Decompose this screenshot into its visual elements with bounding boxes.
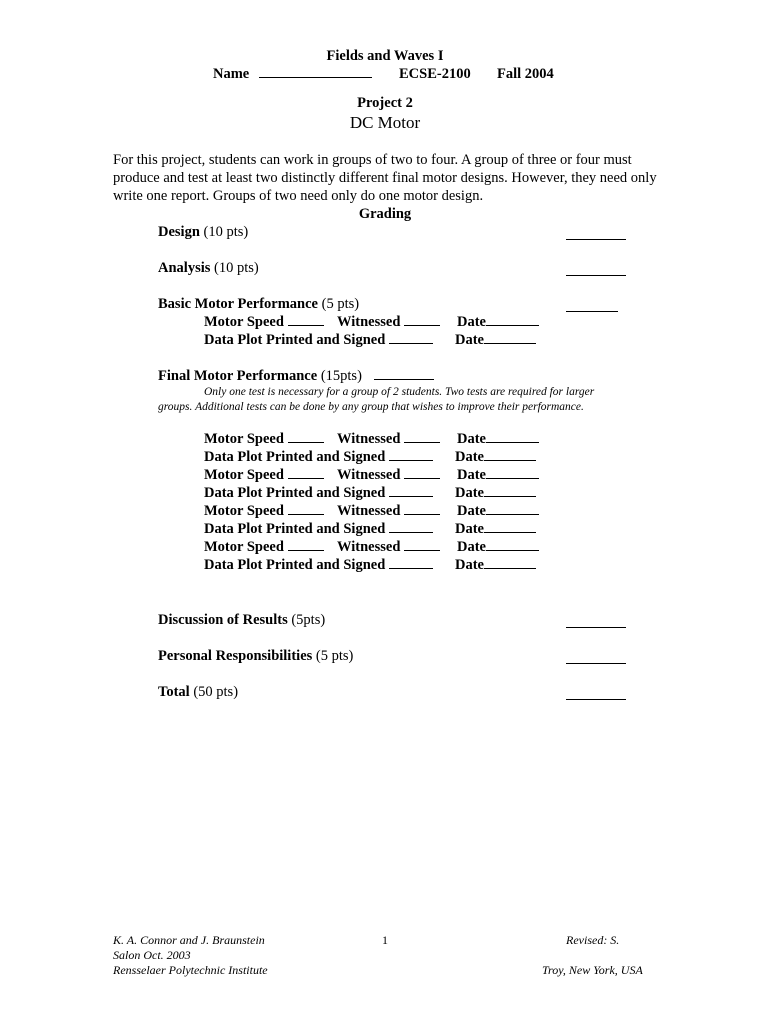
final-note-line-2: groups. Additional tests can be done by any group that wishes to improve their performance. [158,401,584,413]
date-label: Date [455,332,484,348]
final-witnessed [337,503,440,520]
personal-score-blank [566,662,626,664]
basic-performance-item [158,296,359,313]
footer-authors: K. A. Connor and J. Braunstein [113,933,265,947]
motor-speed-blank [288,549,324,551]
personal-item [158,648,353,665]
witnessed-blank [404,477,440,479]
date-blank [484,342,536,344]
footer-salon: Salon Oct. 2003 [113,948,191,962]
final-witnessed [337,467,440,484]
motor-speed-label: Motor Speed [204,431,284,447]
motor-speed-label: Motor Speed [204,539,284,555]
analysis-item [158,260,259,277]
final-witnessed [337,539,440,556]
motor-speed-label: Motor Speed [204,503,284,519]
final-plot-date [455,449,536,466]
witnessed-label: Witnessed [337,314,401,330]
final-performance-label: Final Motor Performance [158,368,318,384]
witnessed-label: Witnessed [337,431,401,447]
witnessed-blank [404,549,440,551]
date-label: Date [457,539,486,555]
data-plot-blank [389,495,433,497]
basic-performance-label: Basic Motor Performance [158,296,318,312]
final-motor-speed-row [204,503,324,520]
name-label: Name [213,66,250,82]
course-title: Fields and Waves I [326,48,444,64]
witnessed-label: Witnessed [337,539,401,555]
final-date [457,467,539,484]
date-label: Date [457,314,486,330]
date-blank [486,441,539,443]
footer-location: Troy, New York, USA [542,963,643,977]
motor-speed-label: Motor Speed [204,467,284,483]
data-plot-blank [389,531,433,533]
motor-speed-blank [288,477,324,479]
final-date [457,539,539,556]
witnessed-blank [404,513,440,515]
personal-pts: (5 pts) [315,648,354,664]
final-plot-date [455,521,536,538]
analysis-label: Analysis [158,260,211,276]
final-witnessed [337,431,440,448]
data-plot-label: Data Plot Printed and Signed [204,449,386,465]
discussion-label: Discussion of Results [158,612,288,628]
project-label: Project 2 [357,95,413,111]
date-label: Date [455,485,484,501]
date-label: Date [455,521,484,537]
final-motor-speed-row [204,467,324,484]
date-blank [486,477,539,479]
final-score-blank [374,378,434,380]
basic-performance-pts: (5 pts) [321,296,360,312]
final-plot-date [455,557,536,574]
witnessed-blank [404,324,440,326]
date-blank [484,495,536,497]
design-pts: (10 pts) [203,224,249,240]
footer-institution: Rensselaer Polytechnic Institute [113,963,268,977]
final-note-line-1: Only one test is necessary for a group of 2 students. Two tests are required for larger [204,386,595,398]
basic-witnessed [337,314,440,331]
discussion-pts: (5pts) [291,612,326,628]
project-title: DC Motor [349,113,421,132]
basic-plot-date [455,332,536,349]
final-data-plot-row [204,521,433,538]
footer-page-number: 1 [382,933,388,947]
final-data-plot-row [204,485,433,502]
witnessed-label: Witnessed [337,503,401,519]
data-plot-label: Data Plot Printed and Signed [204,521,386,537]
basic-date [457,314,539,331]
data-plot-blank [389,567,433,569]
date-blank [486,324,539,326]
final-data-plot-row [204,557,433,574]
date-blank [484,531,536,533]
total-pts: (50 pts) [193,684,239,700]
date-blank [484,459,536,461]
final-performance-item [158,368,434,385]
date-label: Date [457,503,486,519]
final-plot-date [455,485,536,502]
basic-score-blank [566,310,618,312]
date-label: Date [457,467,486,483]
analysis-pts: (10 pts) [214,260,259,276]
intro-paragraph: For this project, students can work in groups of two to four. A group of three or four must produce and test at least two distinctly different final motor designs. However, they need only write one report. Groups of two need only do one motor design. [113,152,657,204]
grading-heading: Grading [358,206,412,222]
final-date [457,503,539,520]
date-label: Date [455,449,484,465]
final-date [457,431,539,448]
data-plot-label: Data Plot Printed and Signed [204,485,386,501]
basic-data-plot-row [204,332,433,349]
design-score-blank [566,238,626,240]
total-label: Total [158,684,190,700]
personal-label: Personal Responsibilities [158,648,313,664]
basic-motor-speed-row [204,314,324,331]
witnessed-label: Witnessed [337,467,401,483]
motor-speed-label: Motor Speed [204,314,284,330]
footer-revised: Revised: S. [566,933,620,947]
date-blank [486,513,539,515]
total-score-blank [566,698,626,700]
design-label: Design [158,224,200,240]
design-item [158,224,248,241]
final-performance-pts: (15pts) [320,368,362,384]
motor-speed-blank [288,441,324,443]
data-plot-label: Data Plot Printed and Signed [204,332,386,348]
motor-speed-blank [288,513,324,515]
date-blank [486,549,539,551]
name-row [213,66,372,83]
date-label: Date [457,431,486,447]
data-plot-blank [389,459,433,461]
final-motor-speed-row [204,431,324,448]
term: Fall 2004 [497,66,554,82]
final-data-plot-row [204,449,433,466]
witnessed-blank [404,441,440,443]
final-motor-speed-row [204,539,324,556]
data-plot-label: Data Plot Printed and Signed [204,557,386,573]
date-label: Date [455,557,484,573]
total-item [158,684,238,701]
analysis-score-blank [566,274,626,276]
name-blank [259,76,372,78]
motor-speed-blank [288,324,324,326]
course-code: ECSE-2100 [399,66,471,82]
data-plot-blank [389,342,433,344]
date-blank [484,567,536,569]
discussion-item [158,612,325,629]
discussion-score-blank [566,626,626,628]
